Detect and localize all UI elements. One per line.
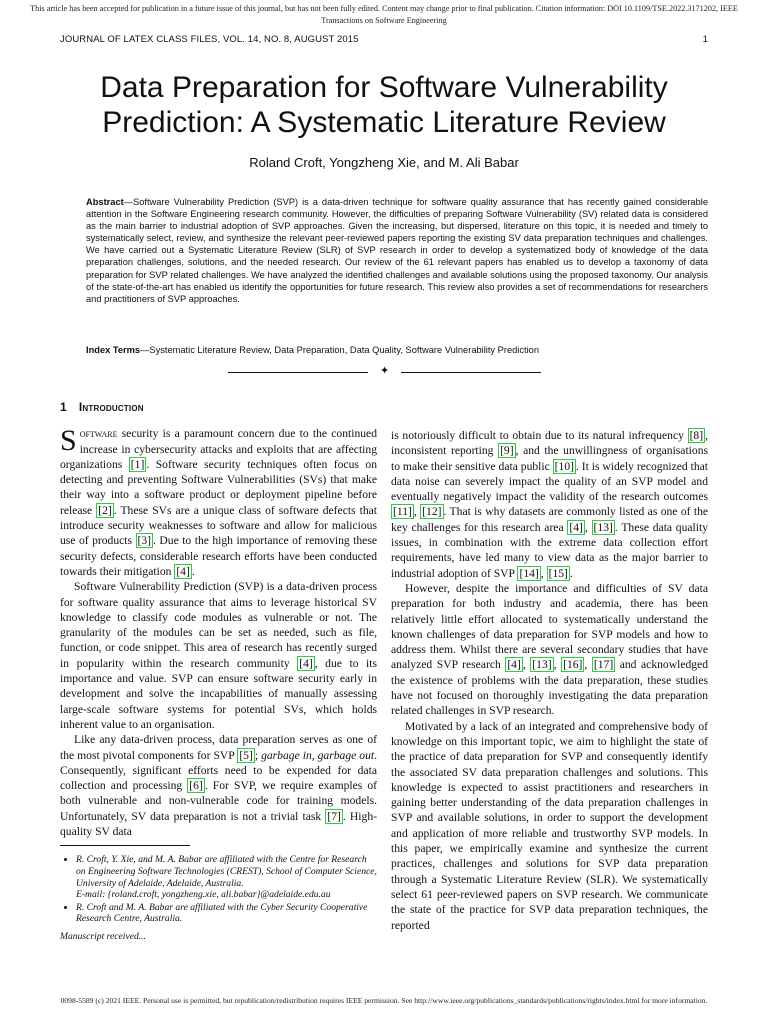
citation-link[interactable]: [2] (98, 503, 112, 517)
footnote-email: E-mail: {roland.croft, yongzheng.xie, ali.babar}@adelaide.edu.au (76, 889, 331, 901)
citation-link[interactable]: [4] (569, 520, 583, 534)
title-line-2: Prediction: A Systematic Literature Review (102, 106, 666, 139)
footnote-affiliation-1: • R. Croft, Y. Xie, and M. A. Babar are affiliated with the Centre for Research on Engineering Software Technologies (CREST), School of Computer Science, University of Adelaide, Adelaide, Australia. E-mail: {roland.croft, yongzheng.xie, ali.babar}@adelaide.edu.au (76, 854, 377, 900)
footnotes (60, 854, 377, 942)
citation-link[interactable]: [5] (239, 748, 253, 762)
copyright-notice: 0098-5589 (c) 2021 IEEE. Personal use is permitted, but republication/redistribution requires IEEE permission. See http://www.ieee.org/publications_standards/publications/rights/index.html for more information. (60, 996, 708, 1005)
paper-title (40, 70, 728, 140)
section-number: 1 (60, 400, 67, 414)
title-line-1: Data Preparation for Software Vulnerability (100, 71, 668, 104)
abstract-text: —Software Vulnerability Prediction (SVP) is a data-driven technique for software quality assurance that has recently gained considerable attention in the Software Engineering research community. However, the difficulties of preparing Software Vulnerability (SV) related data is considered as the main barrier to industrial adoption of SVP approaches. Given the increasing, but dispersed, literature on this topic, it is needed and timely to systematically select, review, and synthesize the relevant peer-reviewed papers reporting the existing SV data preparation techniques and challenges. We have carried out a Systematic Literature Review (SLR) of SVP research in order to develop a systematized body of knowledge of the data preparation challenges, solutions, and the needed research. Our review of the 61 relevant papers has enabled us to develop a taxonomy of data preparation for SVP related challenges. We have analyzed the identified challenges and available solutions using the proposed taxonomy. Our analysis of the state-of-the-art has enabled us identify the opportunities for future research. This review also provides a set of recommendations for researchers and practitioners of SVP approaches. (86, 197, 708, 304)
page-number: 1 (702, 34, 708, 45)
citation-link[interactable]: [12] (422, 505, 442, 519)
citation-link[interactable]: [10] (554, 459, 574, 473)
intro-paragraph-5: However, despite the importance and difficulties of SV data preparation for both industry and academia, there has been relatively little effort allocated to systematically understand the known challenges of data preparation for SVP models and how to address them. Whilst there are several secondary studies that have analyzed SVP research [4] , [13] , [16] , [17] and acknowledged the existence of problems with the data preparation, these studies have not focused on thoroughly investigating the data preparation related challenges in SVP research. (391, 581, 708, 718)
intro-paragraph-1: Software security is a paramount concern due to the continued increase in cybersecurity attacks and exploits that are affecting organizations [1] . Software security techniques often focus on detecting and preventing Software Vulnerabilities (SVs) that make their way into a software product or deployment pipeline before release [2] . These SVs are a unique class of software defects that introduce security weaknesses to software and allow for malicious use of products [3] . Due to the high importance of removing these security defects, considerable research efforts have been conducted towards their mitigation [4] . (60, 424, 377, 578)
manuscript-received: Manuscript received... (60, 930, 146, 942)
citation-link[interactable]: [4] (176, 564, 190, 578)
citation-link[interactable]: [3] (137, 534, 152, 548)
intro-paragraph-4: is notoriously difficult to obtain due to its natural infrequency [8] , inconsistent reporting [9] , and the unwillingness of organisations to make their sensitive data public [10] . It is widely recognized that data noise can severely impact the quality of an SVP model and eventually negatively impact the validity of the research outcomes [11] , [12] . That is why datasets are commonly listed as one of the key challenges for this research area [4] , [13] . These data quality issues, in combination with the extreme data collection effort requirements, have led many to view data as the major barrier to industrial adoption of SVP [14] , [15] . (391, 429, 709, 580)
citation-link[interactable]: [6] (189, 779, 203, 793)
index-terms-label: Index Terms (86, 345, 141, 355)
right-column (391, 428, 708, 933)
index-terms-text: —Systematic Literature Review, Data Preparation, Data Quality, Software Vulnerability Prediction (140, 345, 540, 355)
citation-link[interactable]: [4] (507, 658, 521, 672)
citation-link[interactable]: [16] (563, 658, 583, 672)
section-title: Introduction (78, 400, 144, 414)
diamond-ornament-icon: ✦ (380, 365, 390, 377)
drop-cap: S (60, 424, 77, 458)
citation-link[interactable]: [8] (689, 429, 704, 442)
section-separator (228, 365, 541, 377)
index-terms (86, 345, 708, 355)
intro-paragraph-2: Software Vulnerability Prediction (SVP) is a data-driven process for software quality assurance that aims to leverage historical SV knowledge to classify code modules as vulnerable or not. The granularity of the modules can be set as needed, such as file, function, or code snippet. This area of research has recently surged in popularity within the research community [4] , due to its importance and value. SVP can ensure software security early in development and solve the incapabilities of manually assessing large-scale software systems for potential SVs, which holds inherent value to an organisation. (60, 580, 377, 731)
running-header (60, 34, 708, 45)
citation-link[interactable]: [17] (593, 658, 614, 672)
citation-link[interactable]: [13] (593, 520, 613, 534)
author-list: Roland Croft, Yongzheng Xie, and M. Ali Babar (249, 155, 519, 170)
publication-notice: This article has been accepted for publication in a future issue of this journal, but has not been fully edited. Content may change prior to final publication. Citation information: DOI 10.1109/TSE.2022.3171202, IEEE Transactions on Software Engineering (30, 4, 738, 25)
abstract (86, 196, 708, 305)
intro-paragraph-6: Motivated by a lack of an integrated and comprehensive body of knowledge on this important topic, we aim to highlight the state of the practice of data preparation for SVP and consequently identify the associated SV data preparation challenges and solutions. This knowledge is expected to assist practitioners and researchers in gaining better understanding of the data preparation challenges in SVP and available solutions, in order to support the development and application of more reliable and trustworthy SVP models. In this paper, we empirically examine and synthesize the current practices, challenges and solutions for SVP data preparation through a Systematic Literature Review (SLR). We systematically select 61 peer-reviewed papers on SVP research. We communicate the state of the practice for SVP data preparation techniques, the reported (391, 719, 708, 932)
citation-link[interactable]: [9] (500, 444, 514, 458)
journal-info: JOURNAL OF LATEX CLASS FILES, VOL. 14, NO. 8, AUGUST 2015 (60, 34, 359, 45)
section-heading (60, 400, 377, 415)
left-column (60, 400, 377, 942)
citation-link[interactable]: [4] (299, 656, 313, 670)
citation-link[interactable]: [14] (519, 566, 539, 580)
citation-link[interactable]: [7] (327, 809, 341, 823)
citation-link[interactable]: [1] (130, 457, 145, 471)
citation-link[interactable]: [13] (532, 658, 552, 672)
footnote-affiliation-2: • R. Croft and M. A. Babar are affiliated with the Cyber Security Cooperative Research Centre, Australia. (76, 902, 377, 925)
intro-paragraph-3: Like any data-driven process, data preparation serves as one of the most pivotal components for SVP [5] ; garbage in, garbage out. Consequently, significant efforts need to be expended for data collection and processing [6] . For SVP, we require examples of both vulnerable and non-vulnerable code for training models. Unfortunately, SV data preparation is not a trivial task [7] . High-quality SV data (60, 733, 378, 839)
footnote-rule (60, 845, 190, 846)
abstract-label: Abstract (86, 197, 124, 207)
citation-link[interactable]: [11] (393, 505, 412, 519)
citation-link[interactable]: [15] (548, 566, 568, 580)
